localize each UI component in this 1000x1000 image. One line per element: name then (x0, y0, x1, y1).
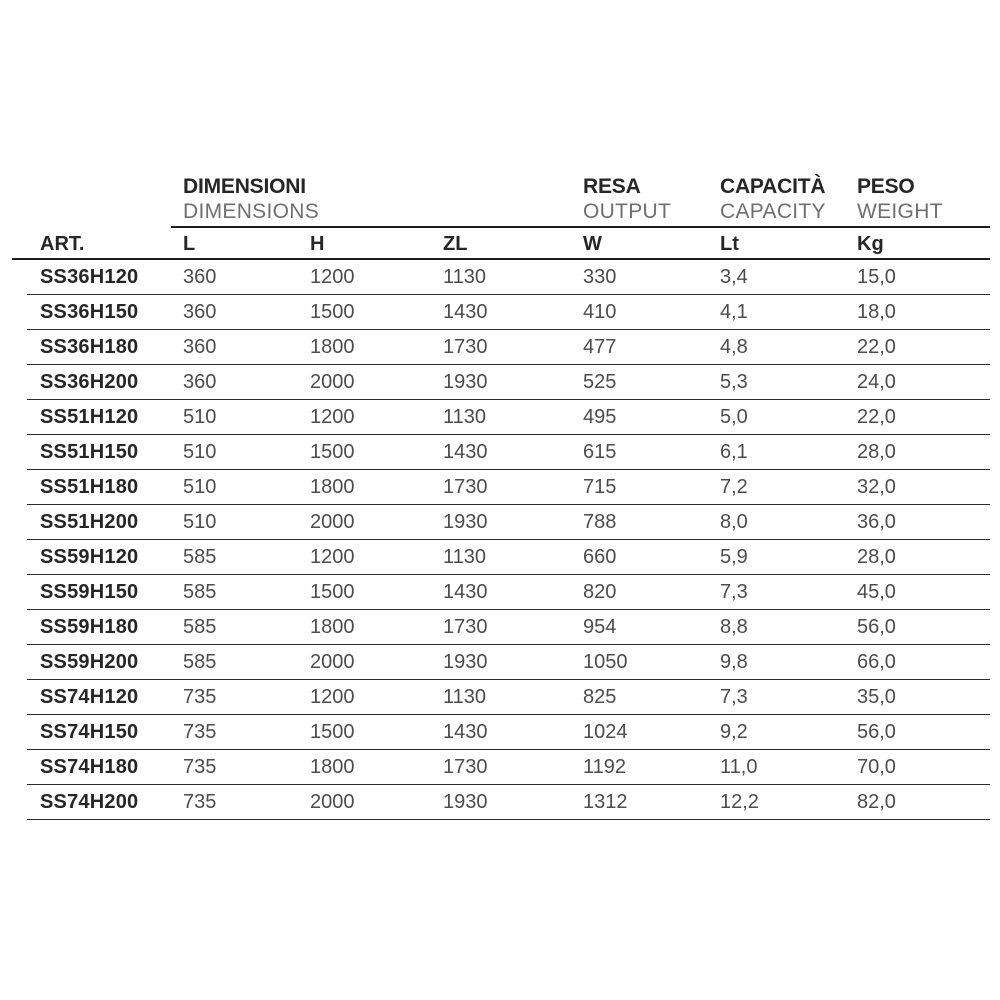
cell-w: 788 (583, 511, 617, 533)
cell-art: SS36H120 (40, 266, 139, 288)
cell-kg: 45,0 (857, 581, 896, 603)
column-group-capacity (720, 174, 826, 224)
cell-h: 1500 (310, 441, 355, 463)
cell-art: SS74H150 (40, 721, 139, 743)
cell-l: 510 (183, 441, 217, 463)
cell-zl: 1930 (443, 791, 488, 813)
cell-lt: 6,1 (720, 441, 748, 463)
group-title: PESO (857, 175, 915, 198)
cell-art: SS51H180 (40, 476, 139, 498)
cell-h: 1200 (310, 266, 355, 288)
table-row (0, 575, 1000, 610)
cell-w: 615 (583, 441, 617, 463)
cell-zl: 1730 (443, 336, 488, 358)
cell-h: 1800 (310, 336, 355, 358)
table-row (0, 610, 1000, 645)
column-header-zl: ZL (443, 233, 468, 255)
cell-h: 2000 (310, 651, 355, 673)
cell-w: 820 (583, 581, 617, 603)
table-row (0, 435, 1000, 470)
cell-l: 360 (183, 301, 217, 323)
cell-w: 477 (583, 336, 617, 358)
cell-l: 510 (183, 476, 217, 498)
cell-l: 360 (183, 266, 217, 288)
cell-lt: 9,2 (720, 721, 748, 743)
cell-lt: 12,2 (720, 791, 759, 813)
cell-art: SS36H180 (40, 336, 139, 358)
cell-kg: 35,0 (857, 686, 896, 708)
cell-l: 735 (183, 686, 217, 708)
cell-h: 1800 (310, 756, 355, 778)
cell-zl: 1130 (443, 546, 487, 568)
cell-h: 2000 (310, 371, 355, 393)
cell-w: 525 (583, 371, 617, 393)
cell-kg: 28,0 (857, 441, 896, 463)
cell-art: SS74H180 (40, 756, 139, 778)
cell-art: SS36H200 (40, 371, 139, 393)
cell-lt: 5,0 (720, 406, 748, 428)
cell-zl: 1930 (443, 651, 488, 673)
cell-w: 825 (583, 686, 617, 708)
cell-l: 585 (183, 651, 217, 673)
table-row (0, 505, 1000, 540)
cell-h: 1500 (310, 581, 355, 603)
cell-zl: 1430 (443, 301, 488, 323)
cell-l: 735 (183, 756, 217, 778)
cell-kg: 66,0 (857, 651, 896, 673)
cell-lt: 3,4 (720, 266, 748, 288)
cell-kg: 15,0 (857, 266, 896, 288)
group-subtitle: CAPACITY (720, 200, 826, 223)
cell-art: SS51H200 (40, 511, 139, 533)
cell-zl: 1430 (443, 441, 488, 463)
column-header-lt: Lt (720, 233, 739, 255)
column-header-kg: Kg (857, 233, 884, 255)
cell-kg: 56,0 (857, 616, 896, 638)
cell-h: 1200 (310, 686, 355, 708)
cell-w: 495 (583, 406, 617, 428)
cell-lt: 5,3 (720, 371, 748, 393)
cell-art: SS59H180 (40, 616, 139, 638)
cell-h: 2000 (310, 791, 355, 813)
column-group-weight (857, 174, 943, 224)
cell-zl: 1730 (443, 616, 488, 638)
table-row (0, 470, 1000, 505)
cell-zl: 1430 (443, 581, 488, 603)
cell-h: 1800 (310, 476, 355, 498)
cell-h: 1500 (310, 301, 355, 323)
cell-lt: 8,8 (720, 616, 748, 638)
column-header-h: H (310, 233, 325, 255)
cell-l: 585 (183, 616, 217, 638)
group-title: RESA (583, 175, 641, 198)
cell-l: 360 (183, 371, 217, 393)
group-title: CAPACITÀ (720, 175, 826, 198)
column-header-row (0, 230, 1000, 258)
cell-art: SS51H120 (40, 406, 139, 428)
cell-lt: 7,2 (720, 476, 748, 498)
cell-zl: 1130 (443, 686, 487, 708)
cell-w: 410 (583, 301, 617, 323)
table-row (0, 715, 1000, 750)
cell-kg: 28,0 (857, 546, 896, 568)
table-row (0, 785, 1000, 820)
cell-l: 510 (183, 511, 217, 533)
cell-lt: 9,8 (720, 651, 748, 673)
cell-h: 1500 (310, 721, 355, 743)
cell-art: SS74H200 (40, 791, 139, 813)
cell-zl: 1930 (443, 371, 488, 393)
group-subtitle: WEIGHT (857, 200, 943, 223)
cell-kg: 18,0 (857, 301, 896, 323)
cell-w: 330 (583, 266, 617, 288)
cell-art: SS59H200 (40, 651, 139, 673)
group-underline-rule (171, 226, 990, 228)
cell-l: 360 (183, 336, 217, 358)
table-body (0, 260, 1000, 820)
cell-art: SS74H120 (40, 686, 139, 708)
cell-lt: 4,8 (720, 336, 748, 358)
cell-w: 1192 (583, 756, 627, 778)
cell-l: 585 (183, 581, 217, 603)
cell-lt: 5,9 (720, 546, 748, 568)
cell-kg: 22,0 (857, 406, 896, 428)
table-row (0, 295, 1000, 330)
cell-art: SS59H120 (40, 546, 139, 568)
cell-lt: 8,0 (720, 511, 748, 533)
group-subtitle: OUTPUT (583, 200, 672, 223)
cell-kg: 24,0 (857, 371, 896, 393)
table-row (0, 260, 1000, 295)
cell-l: 735 (183, 721, 217, 743)
column-group-output (583, 174, 671, 224)
cell-w: 1024 (583, 721, 628, 743)
cell-lt: 4,1 (720, 301, 748, 323)
cell-art: SS59H150 (40, 581, 139, 603)
cell-lt: 7,3 (720, 581, 748, 603)
cell-lt: 7,3 (720, 686, 748, 708)
table-row (0, 400, 1000, 435)
cell-w: 1050 (583, 651, 628, 673)
cell-art: SS36H150 (40, 301, 139, 323)
cell-kg: 22,0 (857, 336, 896, 358)
cell-zl: 1930 (443, 511, 488, 533)
cell-kg: 70,0 (857, 756, 896, 778)
cell-l: 735 (183, 791, 217, 813)
cell-lt: 11,0 (720, 756, 758, 778)
table-row (0, 365, 1000, 400)
cell-w: 1312 (583, 791, 628, 813)
cell-kg: 36,0 (857, 511, 896, 533)
cell-kg: 82,0 (857, 791, 896, 813)
cell-h: 1200 (310, 546, 355, 568)
cell-h: 2000 (310, 511, 355, 533)
column-header-art: ART. (40, 233, 85, 255)
cell-l: 585 (183, 546, 217, 568)
table-row (0, 645, 1000, 680)
cell-w: 715 (583, 476, 617, 498)
cell-h: 1800 (310, 616, 355, 638)
cell-w: 954 (583, 616, 617, 638)
cell-w: 660 (583, 546, 617, 568)
cell-zl: 1730 (443, 756, 488, 778)
cell-zl: 1130 (443, 266, 487, 288)
table-row (0, 330, 1000, 365)
column-group-dimensions (183, 174, 319, 224)
cell-kg: 56,0 (857, 721, 896, 743)
table-row (0, 680, 1000, 715)
cell-l: 510 (183, 406, 217, 428)
cell-h: 1200 (310, 406, 355, 428)
column-header-w: W (583, 233, 602, 255)
cell-art: SS51H150 (40, 441, 139, 463)
cell-kg: 32,0 (857, 476, 896, 498)
group-subtitle: DIMENSIONS (183, 200, 320, 223)
group-title: DIMENSIONI (183, 175, 306, 198)
column-header-l: L (183, 233, 196, 255)
table-row (0, 540, 1000, 575)
table-row (0, 750, 1000, 785)
cell-zl: 1730 (443, 476, 488, 498)
cell-zl: 1130 (443, 406, 487, 428)
cell-zl: 1430 (443, 721, 488, 743)
